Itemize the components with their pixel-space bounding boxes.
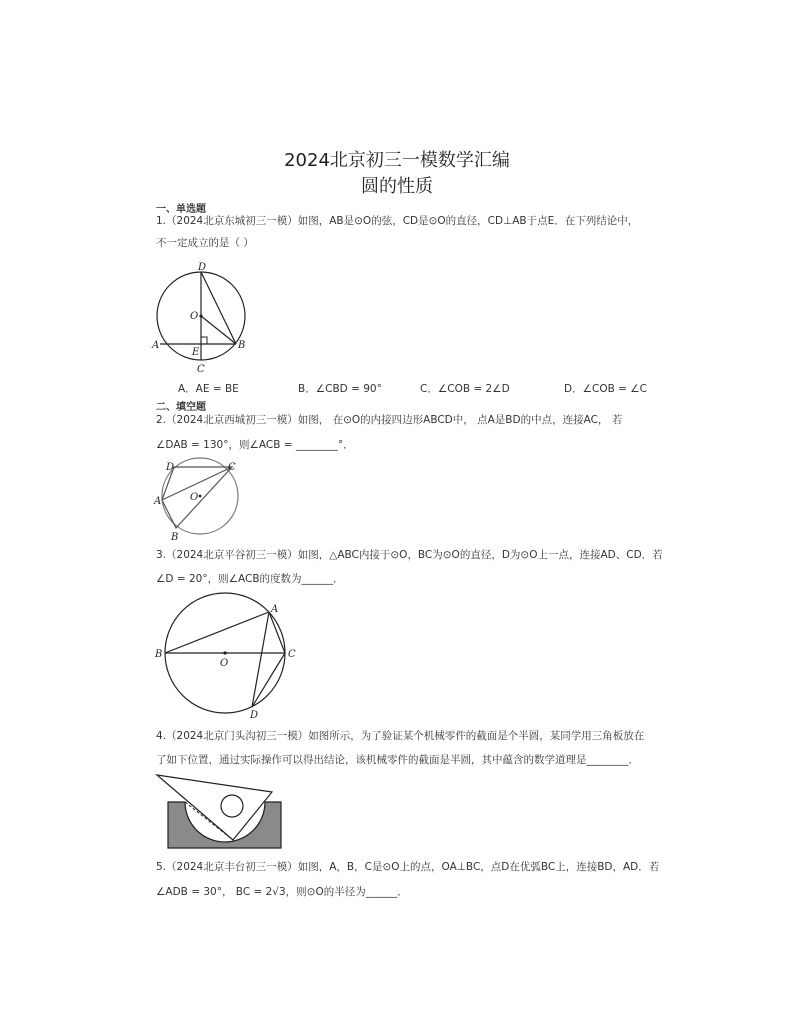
option-d: D．∠COB = ∠C [564,383,648,395]
option-b: B．∠CBD = 90° [298,383,382,395]
document-title: 2024北京初三一模数学汇编 [284,150,510,171]
q3-label-b: B [155,649,163,660]
q3-label-o: O [220,658,229,669]
question-1-line-2: 不一定成立的是（ ） [156,237,254,249]
question-1-figure [150,258,260,376]
question-5-line-1: 5.（2024北京丰台初三一模）如图，A，B，C是⊙O上的点，OA⊥BC，点D在优弧BC上，连接BD，AD．若 [156,861,660,873]
q2-label-o: O [190,492,199,503]
q2-label-b: B [171,532,179,543]
option-c: C．∠COB = 2∠D [420,383,510,395]
q3-label-c: C [288,649,296,660]
question-2-line-2: ∠DAB = 130°，则∠ACB = ________°． [156,439,354,451]
question-1-line-1: 1.（2024北京东城初三一模）如图，AB是⊙O的弦，CD是⊙O的直径，CD⊥AB于点E．在下列结论中， [156,215,639,227]
document-subtitle: 圆的性质 [361,176,433,197]
question-4-figure [154,772,284,852]
q1-label-e: E [192,347,200,358]
section-heading-single-choice: 一、单选题 [156,204,206,215]
q1-label-b: B [238,340,246,351]
question-2-line-1: 2.（2024北京西城初三一模）如图， 在⊙O的内接四边形ABCD中， 点A是BD的中点，连接AC， 若 [156,414,623,426]
question-2-figure [154,456,244,542]
section-heading-fill-blank: 二、填空题 [156,402,206,413]
q1-label-a: A [152,340,160,351]
question-3-line-2: ∠D = 20°，则∠ACB的度数为______． [156,573,344,585]
q1-label-c: C [197,364,205,375]
q2-label-a: A [154,496,162,507]
q2-label-d: D [166,462,175,473]
question-4-line-1: 4.（2024北京门头沟初三一模）如图所示，为了验证某个机械零件的截面是个半圆，某同学用三角板放在 [156,730,645,742]
question-4-line-2: 了如下位置，通过实际操作可以得出结论，该机械零件的截面是半圆，其中蕴含的数学道理是________． [156,754,639,766]
option-a: A．AE = BE [178,383,239,395]
q1-label-d: D [198,262,207,273]
question-5-line-2: ∠ADB = 30°， BC = 2√3，则⊙O的半径为______． [156,886,408,898]
q2-label-c: C [228,462,236,473]
question-3-figure [152,596,302,720]
question-3-line-1: 3.（2024北京平谷初三一模）如图，△ABC内接于⊙O，BC为⊙O的直径，D为⊙O上一点，连接AD、CD．若 [156,549,663,561]
q3-label-d: D [250,710,259,721]
q3-label-a: A [271,604,279,615]
q1-label-o: O [190,311,199,322]
